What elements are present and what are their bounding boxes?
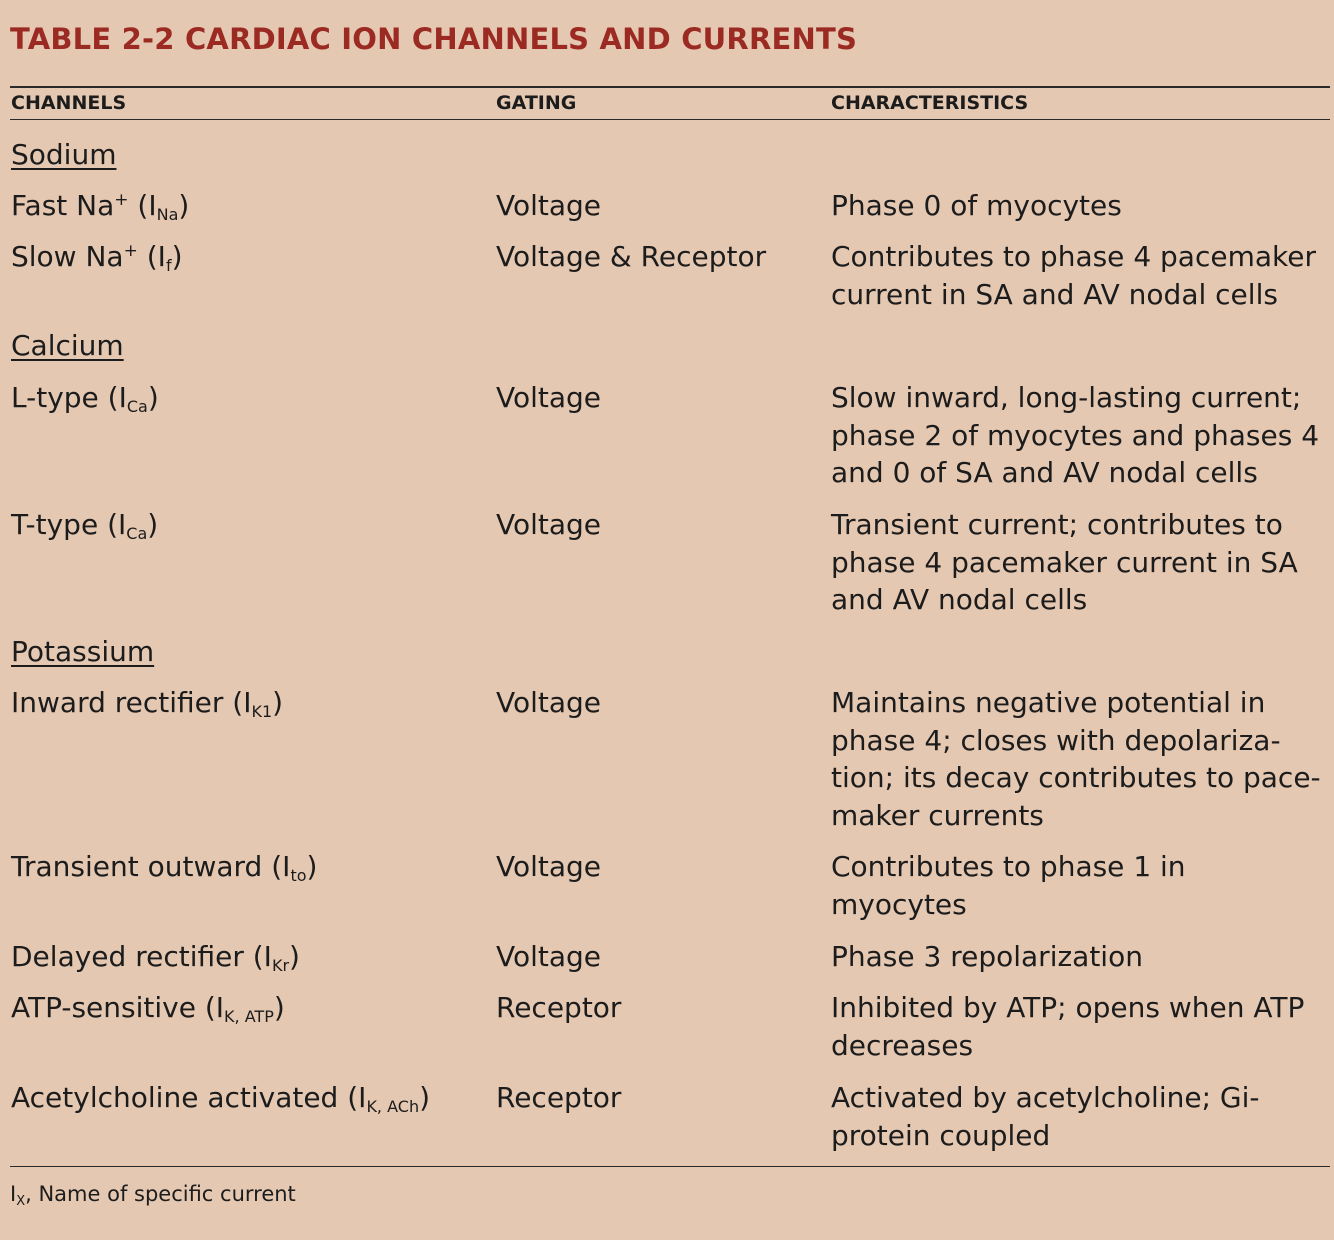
characteristics-l-type: Slow inward, long-lasting current; phase 2 of myocytes and phases 4 and 0 of SA and AV nodal cells bbox=[831, 381, 1320, 489]
characteristics-fast-na: Phase 0 of myocytes bbox=[831, 189, 1122, 222]
characteristics-transient-outward: Contributes to phase 1 in myocytes bbox=[831, 850, 1186, 921]
header-gating: GATING bbox=[496, 92, 577, 114]
channel-name-atp-sensitive: ATP-sensitive $(I_{K, ATP})$ bbox=[11, 991, 285, 1026]
characteristics-delayed-rectifier: Phase 3 repolarization bbox=[831, 940, 1143, 973]
gating-acetylcholine-activated: Receptor bbox=[496, 1081, 622, 1114]
channel-name-slow-na: Slow Na+ $(I_f)$ bbox=[11, 240, 183, 275]
gating-delayed-rectifier: Voltage bbox=[496, 940, 602, 973]
characteristics-slow-na: Contributes to phase 4 pacemaker current in SA and AV nodal cells bbox=[831, 240, 1316, 311]
section-potassium: Potassium bbox=[11, 635, 155, 668]
gating-t-type: Voltage bbox=[496, 508, 602, 541]
gating-transient-outward: Voltage bbox=[496, 850, 602, 883]
header-rule bbox=[10, 119, 1330, 120]
bottom-rule bbox=[10, 1166, 1330, 1167]
characteristics-t-type: Transient current; contributes to phase 4 pacemaker current in SA and AV nodal cells bbox=[831, 508, 1298, 616]
channel-name-acetylcholine-activated: Acetylcholine activated $(I_{K, ACh})$ bbox=[11, 1081, 431, 1116]
gating-l-type: Voltage bbox=[496, 381, 602, 414]
gating-atp-sensitive: Receptor bbox=[496, 991, 622, 1024]
characteristics-inward-rectifier: Maintains negative potential in phase 4; closes with depolariza- tion; its decay contributes to pace- maker currents bbox=[831, 686, 1321, 832]
header-characteristics: CHARACTERISTICS bbox=[831, 92, 1029, 114]
channel-name-transient-outward: Transient outward $(I_{to})$ bbox=[11, 850, 318, 885]
channel-name-l-type: L-type $(I_{Ca})$ bbox=[11, 381, 159, 416]
table-title: TABLE 2-2 CARDIAC ION CHANNELS AND CURRENTS bbox=[10, 22, 858, 56]
gating-fast-na: Voltage bbox=[496, 189, 602, 222]
characteristics-atp-sensitive: Inhibited by ATP; opens when ATP decreases bbox=[831, 991, 1305, 1062]
channel-name-inward-rectifier: Inward rectifier $(I_{K1})$ bbox=[11, 686, 284, 721]
gating-slow-na: Voltage & Receptor bbox=[496, 240, 767, 273]
section-calcium: Calcium bbox=[11, 329, 124, 362]
header-channels: CHANNELS bbox=[11, 92, 127, 114]
channel-name-t-type: T-type $(I_{Ca})$ bbox=[11, 508, 159, 543]
top-rule bbox=[10, 86, 1330, 88]
channel-name-fast-na: Fast Na+ $(I_{Na})$ bbox=[11, 189, 190, 224]
channel-name-delayed-rectifier: Delayed rectifier $(I_{Kr})$ bbox=[11, 940, 300, 975]
gating-inward-rectifier: Voltage bbox=[496, 686, 602, 719]
section-sodium: Sodium bbox=[11, 138, 117, 171]
table-footnote: $I_X$, Name of specific current bbox=[10, 1182, 296, 1209]
characteristics-acetylcholine-activated: Activated by acetylcholine; Gi- protein coupled bbox=[831, 1081, 1260, 1152]
